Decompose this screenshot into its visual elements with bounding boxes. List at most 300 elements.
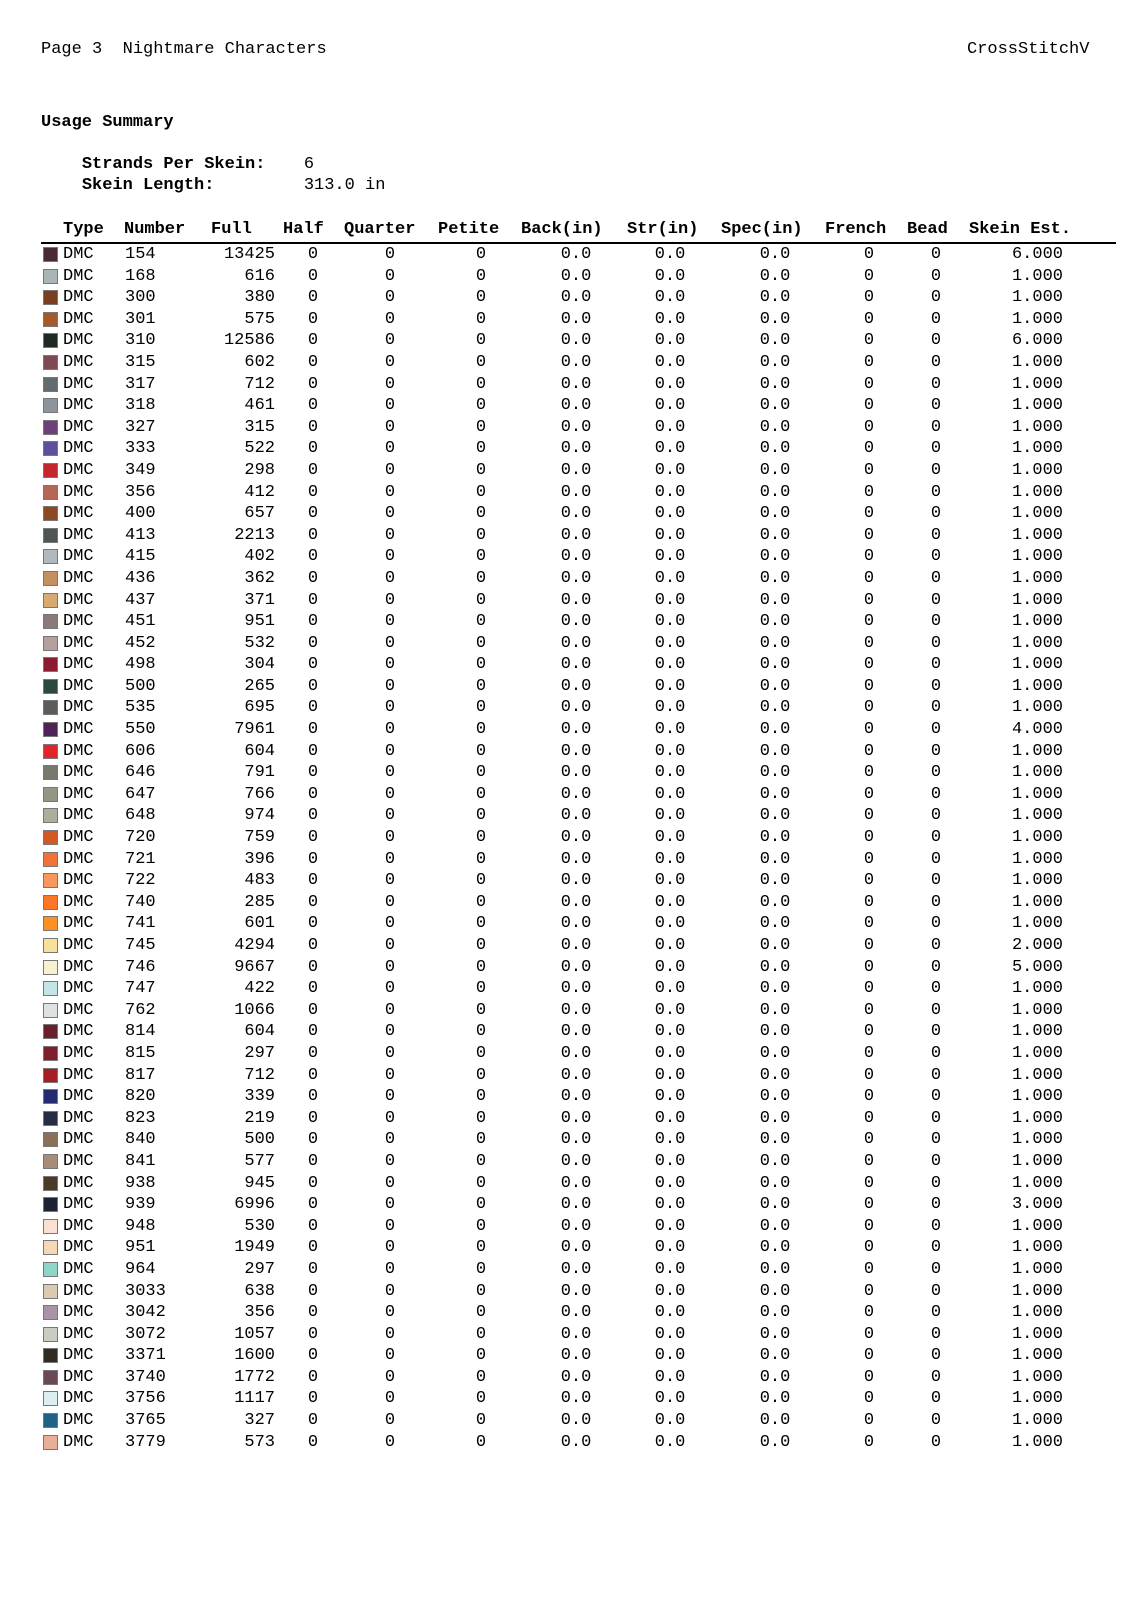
cell-bead: 0 [930, 1238, 942, 1258]
column-header-spec: Spec(in) [721, 220, 803, 239]
cell-french: 0 [863, 612, 875, 632]
cell-spec: 0.0 [759, 1087, 791, 1107]
cell-number: 154 [125, 245, 156, 264]
cell-str: 0.0 [654, 914, 686, 934]
table-row [41, 741, 1116, 763]
cell-back: 0.0 [560, 763, 592, 783]
cell-french: 0 [863, 698, 875, 718]
cell-str: 0.0 [654, 504, 686, 524]
cell-spec: 0.0 [759, 784, 791, 804]
cell-half: 0 [307, 892, 319, 912]
cell-type: DMC [63, 1281, 94, 1301]
color-swatch [43, 441, 58, 456]
cell-type: DMC [63, 914, 94, 934]
cell-type: DMC [63, 525, 94, 545]
cell-back: 0.0 [560, 1324, 592, 1344]
cell-type: DMC [63, 266, 94, 286]
cell-number: 746 [125, 957, 156, 977]
cell-str: 0.0 [654, 352, 686, 372]
cell-skein: 1.000 [1011, 504, 1063, 524]
cell-petite: 0 [475, 331, 487, 351]
cell-half: 0 [307, 741, 319, 761]
cell-french: 0 [863, 1043, 875, 1063]
cell-bead: 0 [930, 806, 942, 826]
cell-type: DMC [63, 979, 94, 999]
cell-bead: 0 [930, 1281, 942, 1301]
cell-spec: 0.0 [759, 957, 791, 977]
cell-str: 0.0 [654, 957, 686, 977]
cell-petite: 0 [475, 849, 487, 869]
cell-back: 0.0 [560, 1000, 592, 1020]
cell-skein: 1.000 [1011, 547, 1063, 567]
cell-skein: 1.000 [1011, 460, 1063, 480]
cell-french: 0 [863, 1324, 875, 1344]
cell-type: DMC [63, 245, 94, 264]
cell-petite: 0 [475, 698, 487, 718]
cell-petite: 0 [475, 1367, 487, 1387]
cell-full: 396 [244, 849, 275, 869]
cell-back: 0.0 [560, 266, 592, 286]
table-row [41, 244, 1116, 266]
cell-spec: 0.0 [759, 245, 791, 264]
color-swatch [43, 1132, 58, 1147]
cell-skein: 1.000 [1011, 352, 1063, 372]
cell-bead: 0 [930, 1022, 942, 1042]
cell-str: 0.0 [654, 612, 686, 632]
cell-full: 573 [244, 1432, 275, 1452]
cell-skein: 1.000 [1011, 633, 1063, 653]
cell-type: DMC [63, 676, 94, 696]
cell-number: 814 [125, 1022, 156, 1042]
cell-petite: 0 [475, 417, 487, 437]
color-swatch [43, 744, 58, 759]
cell-back: 0.0 [560, 871, 592, 891]
cell-quarter: 0 [384, 590, 396, 610]
cell-full: 695 [244, 698, 275, 718]
cell-full: 945 [244, 1173, 275, 1193]
color-swatch [43, 679, 58, 694]
cell-full: 575 [244, 309, 275, 329]
cell-back: 0.0 [560, 784, 592, 804]
cell-number: 815 [125, 1043, 156, 1063]
cell-skein: 1.000 [1011, 1303, 1063, 1323]
cell-number: 721 [125, 849, 156, 869]
cell-type: DMC [63, 1000, 94, 1020]
cell-back: 0.0 [560, 374, 592, 394]
color-swatch [43, 787, 58, 802]
cell-bead: 0 [930, 979, 942, 999]
cell-full: 759 [244, 828, 275, 848]
color-swatch [43, 528, 58, 543]
cell-spec: 0.0 [759, 1195, 791, 1215]
cell-petite: 0 [475, 806, 487, 826]
cell-bead: 0 [930, 828, 942, 848]
cell-half: 0 [307, 1151, 319, 1171]
cell-quarter: 0 [384, 741, 396, 761]
cell-skein: 1.000 [1011, 1151, 1063, 1171]
cell-half: 0 [307, 460, 319, 480]
color-swatch [43, 1240, 58, 1255]
cell-petite: 0 [475, 655, 487, 675]
cell-str: 0.0 [654, 655, 686, 675]
cell-type: DMC [63, 1367, 94, 1387]
cell-quarter: 0 [384, 892, 396, 912]
cell-half: 0 [307, 1108, 319, 1128]
cell-bead: 0 [930, 1346, 942, 1366]
color-swatch [43, 1435, 58, 1450]
cell-french: 0 [863, 871, 875, 891]
cell-bead: 0 [930, 936, 942, 955]
usage-summary [41, 112, 386, 195]
cell-french: 0 [863, 828, 875, 848]
cell-skein: 1.000 [1011, 309, 1063, 329]
cell-bead: 0 [930, 698, 942, 718]
cell-petite: 0 [475, 1043, 487, 1063]
cell-skein: 6.000 [1011, 331, 1063, 351]
cell-half: 0 [307, 1065, 319, 1085]
cell-type: DMC [63, 1259, 94, 1279]
cell-quarter: 0 [384, 1238, 396, 1258]
cell-bead: 0 [930, 655, 942, 675]
cell-bead: 0 [930, 309, 942, 329]
table-row [41, 546, 1116, 568]
page-title: Page 3 Nightmare Characters [41, 40, 327, 59]
cell-type: DMC [63, 396, 94, 416]
cell-quarter: 0 [384, 568, 396, 588]
cell-full: 791 [244, 763, 275, 783]
cell-back: 0.0 [560, 698, 592, 718]
cell-spec: 0.0 [759, 1022, 791, 1042]
cell-full: 500 [244, 1130, 275, 1150]
cell-quarter: 0 [384, 1173, 396, 1193]
column-header-bead: Bead [907, 220, 948, 239]
cell-type: DMC [63, 871, 94, 891]
cell-number: 452 [125, 633, 156, 653]
cell-skein: 1.000 [1011, 914, 1063, 934]
color-swatch [43, 398, 58, 413]
cell-back: 0.0 [560, 1195, 592, 1215]
cell-spec: 0.0 [759, 504, 791, 524]
cell-number: 333 [125, 439, 156, 459]
cell-number: 740 [125, 892, 156, 912]
cell-quarter: 0 [384, 374, 396, 394]
cell-half: 0 [307, 914, 319, 934]
cell-bead: 0 [930, 1259, 942, 1279]
cell-french: 0 [863, 1108, 875, 1128]
cell-skein: 1.000 [1011, 266, 1063, 286]
cell-back: 0.0 [560, 482, 592, 502]
color-swatch [43, 700, 58, 715]
cell-full: 6996 [234, 1195, 275, 1215]
table-row [41, 1021, 1116, 1043]
cell-number: 938 [125, 1173, 156, 1193]
cell-half: 0 [307, 784, 319, 804]
column-header-str: Str(in) [627, 220, 699, 239]
cell-str: 0.0 [654, 676, 686, 696]
cell-half: 0 [307, 1087, 319, 1107]
cell-str: 0.0 [654, 1043, 686, 1063]
cell-half: 0 [307, 1432, 319, 1452]
cell-skein: 1.000 [1011, 892, 1063, 912]
cell-spec: 0.0 [759, 1108, 791, 1128]
table-row [41, 719, 1116, 741]
cell-number: 317 [125, 374, 156, 394]
table-row [41, 1388, 1116, 1410]
cell-french: 0 [863, 1000, 875, 1020]
cell-bead: 0 [930, 352, 942, 372]
cell-type: DMC [63, 1151, 94, 1171]
table-row [41, 784, 1116, 806]
cell-str: 0.0 [654, 763, 686, 783]
cell-skein: 1.000 [1011, 1043, 1063, 1063]
table-row [41, 1173, 1116, 1195]
cell-str: 0.0 [654, 1432, 686, 1452]
cell-str: 0.0 [654, 568, 686, 588]
cell-str: 0.0 [654, 1022, 686, 1042]
cell-spec: 0.0 [759, 1216, 791, 1236]
cell-str: 0.0 [654, 1259, 686, 1279]
cell-french: 0 [863, 676, 875, 696]
column-header-french: French [825, 220, 887, 239]
cell-back: 0.0 [560, 806, 592, 826]
column-header-skein: Skein Est. [969, 220, 1072, 239]
cell-bead: 0 [930, 417, 942, 437]
cell-number: 951 [125, 1238, 156, 1258]
cell-bead: 0 [930, 633, 942, 653]
cell-type: DMC [63, 849, 94, 869]
cell-type: DMC [63, 828, 94, 848]
cell-spec: 0.0 [759, 1173, 791, 1193]
cell-spec: 0.0 [759, 1346, 791, 1366]
cell-spec: 0.0 [759, 612, 791, 632]
cell-back: 0.0 [560, 460, 592, 480]
color-swatch [43, 636, 58, 651]
color-swatch [43, 1370, 58, 1385]
cell-petite: 0 [475, 460, 487, 480]
table-row [41, 1129, 1116, 1151]
cell-half: 0 [307, 568, 319, 588]
color-swatch [43, 981, 58, 996]
cell-full: 1057 [234, 1324, 275, 1344]
cell-french: 0 [863, 374, 875, 394]
cell-petite: 0 [475, 525, 487, 545]
table-row [41, 374, 1116, 396]
cell-str: 0.0 [654, 936, 686, 955]
table-row [41, 935, 1116, 957]
cell-back: 0.0 [560, 828, 592, 848]
color-swatch [43, 830, 58, 845]
cell-petite: 0 [475, 784, 487, 804]
cell-number: 300 [125, 288, 156, 308]
cell-petite: 0 [475, 633, 487, 653]
color-swatch [43, 852, 58, 867]
cell-skein: 1.000 [1011, 525, 1063, 545]
table-row [41, 892, 1116, 914]
cell-back: 0.0 [560, 914, 592, 934]
cell-petite: 0 [475, 374, 487, 394]
cell-bead: 0 [930, 849, 942, 869]
cell-full: 298 [244, 460, 275, 480]
color-swatch [43, 420, 58, 435]
cell-str: 0.0 [654, 547, 686, 567]
cell-back: 0.0 [560, 979, 592, 999]
cell-number: 415 [125, 547, 156, 567]
cell-number: 437 [125, 590, 156, 610]
cell-number: 648 [125, 806, 156, 826]
table-row [41, 697, 1116, 719]
cell-quarter: 0 [384, 245, 396, 264]
cell-skein: 1.000 [1011, 763, 1063, 783]
cell-french: 0 [863, 1346, 875, 1366]
cell-back: 0.0 [560, 1173, 592, 1193]
cell-number: 3740 [125, 1367, 166, 1387]
cell-quarter: 0 [384, 784, 396, 804]
cell-petite: 0 [475, 676, 487, 696]
cell-str: 0.0 [654, 1065, 686, 1085]
cell-french: 0 [863, 504, 875, 524]
cell-spec: 0.0 [759, 590, 791, 610]
cell-petite: 0 [475, 1346, 487, 1366]
table-row [41, 1108, 1116, 1130]
cell-half: 0 [307, 1259, 319, 1279]
color-swatch [43, 571, 58, 586]
cell-french: 0 [863, 266, 875, 286]
cell-back: 0.0 [560, 892, 592, 912]
table-row [41, 633, 1116, 655]
cell-back: 0.0 [560, 288, 592, 308]
cell-skein: 1.000 [1011, 590, 1063, 610]
table-row [41, 827, 1116, 849]
table-row [41, 1237, 1116, 1259]
cell-bead: 0 [930, 1367, 942, 1387]
cell-spec: 0.0 [759, 309, 791, 329]
cell-bead: 0 [930, 396, 942, 416]
cell-bead: 0 [930, 1432, 942, 1452]
cell-skein: 1.000 [1011, 1411, 1063, 1431]
cell-french: 0 [863, 417, 875, 437]
cell-back: 0.0 [560, 1238, 592, 1258]
cell-str: 0.0 [654, 482, 686, 502]
cell-number: 327 [125, 417, 156, 437]
cell-french: 0 [863, 525, 875, 545]
cell-quarter: 0 [384, 1000, 396, 1020]
cell-full: 532 [244, 633, 275, 653]
cell-half: 0 [307, 417, 319, 437]
cell-number: 436 [125, 568, 156, 588]
cell-spec: 0.0 [759, 720, 791, 740]
cell-full: 304 [244, 655, 275, 675]
cell-number: 722 [125, 871, 156, 891]
cell-spec: 0.0 [759, 936, 791, 955]
cell-number: 315 [125, 352, 156, 372]
cell-str: 0.0 [654, 590, 686, 610]
cell-str: 0.0 [654, 828, 686, 848]
cell-type: DMC [63, 1173, 94, 1193]
cell-full: 402 [244, 547, 275, 567]
cell-bead: 0 [930, 374, 942, 394]
cell-spec: 0.0 [759, 633, 791, 653]
cell-skein: 1.000 [1011, 612, 1063, 632]
cell-quarter: 0 [384, 633, 396, 653]
cell-number: 535 [125, 698, 156, 718]
cell-petite: 0 [475, 892, 487, 912]
cell-quarter: 0 [384, 1108, 396, 1128]
cell-full: 356 [244, 1303, 275, 1323]
cell-half: 0 [307, 525, 319, 545]
cell-type: DMC [63, 1065, 94, 1085]
cell-french: 0 [863, 1173, 875, 1193]
cell-quarter: 0 [384, 1065, 396, 1085]
cell-spec: 0.0 [759, 396, 791, 416]
cell-quarter: 0 [384, 352, 396, 372]
cell-quarter: 0 [384, 1346, 396, 1366]
cell-str: 0.0 [654, 1389, 686, 1409]
cell-str: 0.0 [654, 374, 686, 394]
cell-number: 964 [125, 1259, 156, 1279]
cell-french: 0 [863, 439, 875, 459]
cell-spec: 0.0 [759, 288, 791, 308]
cell-back: 0.0 [560, 525, 592, 545]
cell-french: 0 [863, 1087, 875, 1107]
cell-half: 0 [307, 957, 319, 977]
cell-french: 0 [863, 1065, 875, 1085]
cell-french: 0 [863, 309, 875, 329]
table-row [41, 1367, 1116, 1389]
color-swatch [43, 1284, 58, 1299]
cell-half: 0 [307, 936, 319, 955]
cell-number: 823 [125, 1108, 156, 1128]
cell-petite: 0 [475, 1303, 487, 1323]
color-swatch [43, 1197, 58, 1212]
cell-skein: 1.000 [1011, 1087, 1063, 1107]
cell-half: 0 [307, 1346, 319, 1366]
cell-type: DMC [63, 720, 94, 740]
cell-half: 0 [307, 1216, 319, 1236]
cell-french: 0 [863, 1238, 875, 1258]
cell-petite: 0 [475, 741, 487, 761]
cell-french: 0 [863, 892, 875, 912]
cell-back: 0.0 [560, 417, 592, 437]
cell-half: 0 [307, 439, 319, 459]
table-row [41, 676, 1116, 698]
cell-full: 522 [244, 439, 275, 459]
cell-bead: 0 [930, 266, 942, 286]
cell-back: 0.0 [560, 1346, 592, 1366]
table-row [41, 762, 1116, 784]
cell-half: 0 [307, 1022, 319, 1042]
cell-str: 0.0 [654, 1000, 686, 1020]
cell-full: 483 [244, 871, 275, 891]
cell-back: 0.0 [560, 1303, 592, 1323]
cell-full: 604 [244, 1022, 275, 1042]
color-swatch [43, 269, 58, 284]
table-row [41, 805, 1116, 827]
cell-quarter: 0 [384, 331, 396, 351]
column-header-type: Type [63, 220, 104, 239]
cell-str: 0.0 [654, 892, 686, 912]
cell-spec: 0.0 [759, 1259, 791, 1279]
cell-str: 0.0 [654, 1087, 686, 1107]
cell-french: 0 [863, 957, 875, 977]
cell-skein: 1.000 [1011, 1022, 1063, 1042]
cell-back: 0.0 [560, 1022, 592, 1042]
cell-french: 0 [863, 936, 875, 955]
cell-type: DMC [63, 288, 94, 308]
cell-back: 0.0 [560, 1281, 592, 1301]
summary-title: Usage Summary [41, 113, 174, 132]
cell-petite: 0 [475, 979, 487, 999]
cell-str: 0.0 [654, 1367, 686, 1387]
